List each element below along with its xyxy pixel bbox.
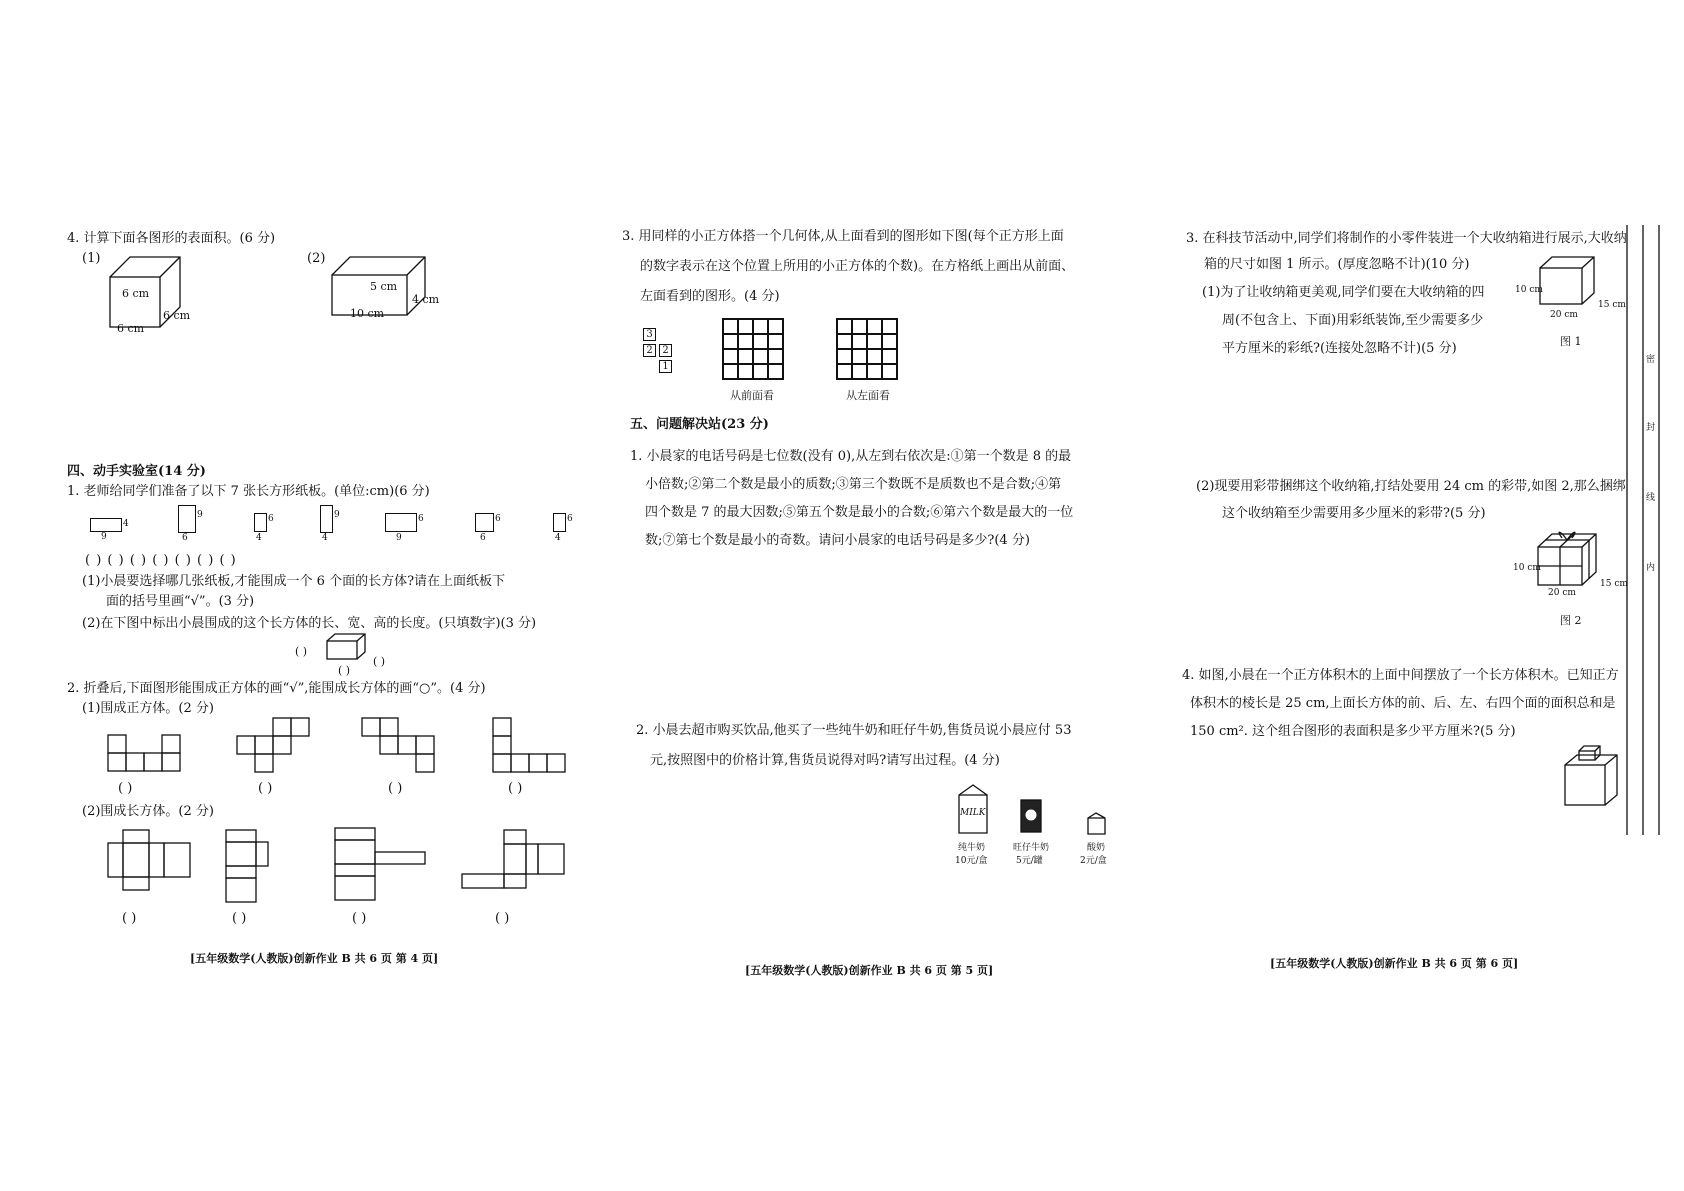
wangzai-can-icon: [1019, 798, 1045, 834]
card-5: [385, 513, 417, 532]
drink3-price: 2元/盒: [1080, 856, 1107, 866]
front-view-label: 从前面看: [730, 389, 774, 402]
small-cuboid-figure: [325, 633, 370, 663]
card-5-h: 6: [418, 514, 424, 524]
p6-q3-2b: 这个收纳箱至少需要用多少厘米的彩带?(5 分): [1222, 506, 1486, 521]
card-7-h: 6: [567, 514, 573, 524]
p4-section-title: 四、动手实验室(14 分): [67, 464, 206, 479]
top-view-cell-1: 3: [643, 328, 656, 341]
cube-net-2: [237, 718, 317, 778]
p6-q4-b: 体积木的棱长是 25 cm,上面长方体的前、后、左、右四个面的面积总和是: [1190, 696, 1616, 711]
drink1-name: 纯牛奶: [958, 843, 986, 853]
cube-with-block-figure: [1565, 745, 1625, 815]
cube-depth-label: 6 cm: [163, 309, 191, 322]
milk-carton-label: MILK: [960, 808, 986, 818]
p5-footer: [五年级数学(人教版)创新作业 B 共 6 页 第 5 页]: [745, 964, 994, 977]
p5-q3-c: 左面看到的图形。(4 分): [640, 289, 780, 304]
left-view-label: 从左面看: [846, 389, 890, 402]
fig1-label: 图 1: [1560, 335, 1582, 348]
p6-q3-b: 箱的尺寸如图 1 所示。(厚度忽略不计)(10 分): [1204, 257, 1470, 272]
p4-s4-q1: 1. 老师给同学们准备了以下 7 张长方形纸板。(单位:cm)(6 分): [67, 484, 430, 499]
cube-net-3-paren[interactable]: ( ): [388, 781, 403, 796]
cuboid-net-1: [108, 830, 188, 905]
yogurt-box-icon: [1085, 812, 1109, 836]
p4-s4-q1-1a: (1)小晨要选择哪几张纸板,才能围成一个 6 个面的长方体?请在上面纸板下: [82, 574, 506, 589]
p5-q1-b: 小倍数;②第二个数是最小的质数;③第三个数既不是质数也不是合数;④第: [645, 477, 1062, 492]
cube-net-1-paren[interactable]: ( ): [118, 781, 133, 796]
p6-q3-a: 3. 在科技节活动中,同学们将制作的小零件装进一个大收纳箱进行展示,大收纳: [1186, 231, 1627, 246]
cuboid-width-label: 4 cm: [412, 293, 440, 306]
p4-q4-1-label: (1): [82, 251, 101, 266]
card-6-h: 6: [495, 514, 501, 524]
front-view-grid[interactable]: [722, 318, 784, 380]
p6-footer: [五年级数学(人教版)创新作业 B 共 6 页 第 6 页]: [1270, 957, 1519, 970]
p4-q4-2-label: (2): [307, 251, 326, 266]
cuboid-net-3: [335, 828, 445, 903]
card-3-h: 6: [268, 514, 274, 524]
card-3-w: 4: [256, 533, 262, 543]
fig2-width: 15 cm: [1600, 579, 1628, 589]
card-2-w: 6: [182, 533, 188, 543]
p5-section-title: 五、问题解决站(23 分): [630, 417, 769, 432]
card-4-h: 9: [334, 510, 340, 520]
cube-net-4-paren[interactable]: ( ): [508, 781, 523, 796]
p4-s4-q2-2: (2)围成长方体。(2 分): [82, 804, 214, 819]
cube-net-2-paren[interactable]: ( ): [258, 781, 273, 796]
p4-s4-q2: 2. 折叠后,下面图形能围成正方体的画“√”,能围成长方体的画“○”。(4 分): [67, 681, 486, 696]
fig1-width: 15 cm: [1598, 300, 1626, 310]
card-7: [553, 513, 566, 532]
card-4: [320, 505, 333, 533]
drink1-price: 10元/盒: [955, 856, 988, 866]
p6-q3-2a: (2)现要用彩带捆绑这个收纳箱,打结处要用 24 cm 的彩带,如图 2,那么捆绑: [1196, 479, 1626, 494]
p5-q3-a: 3. 用同样的小正方体搭一个几何体,从上面看到的图形如下图(每个正方形上面: [622, 229, 1064, 244]
p4-q4-title: 4. 计算下面各图形的表面积。(6 分): [67, 231, 276, 246]
card-6-w: 6: [480, 533, 486, 543]
cube-net-3: [362, 718, 442, 778]
cuboid-net-2-paren[interactable]: ( ): [232, 911, 247, 926]
p6-q4-a: 4. 如图,小晨在一个正方体积木的上面中间摆放了一个长方体积木。已知正方: [1182, 668, 1619, 683]
p6-q4-c: 150 cm². 这个组合图形的表面积是多少平方厘米?(5 分): [1190, 724, 1516, 739]
p5-q1-c: 四个数是 7 的最大因数;⑤第五个数是最小的合数;⑥第六个数是最大的一位: [645, 505, 1074, 520]
card-1-h: 4: [123, 519, 129, 529]
left-view-grid[interactable]: [836, 318, 898, 380]
card-2-h: 9: [197, 510, 203, 520]
cuboid-net-2: [226, 830, 306, 905]
margin-char-3: 线: [1646, 493, 1656, 503]
drink3-name: 酸奶: [1087, 843, 1106, 853]
margin-char-4: 内: [1646, 563, 1656, 573]
p5-q2-b: 元,按照图中的价格计算,售货员说得对吗?请写出过程。(4 分): [650, 753, 1000, 768]
cube-height-label: 6 cm: [122, 287, 150, 300]
card-3: [254, 513, 267, 532]
p4-s4-q1-2: (2)在下图中标出小晨围成的这个长方体的长、宽、高的长度。(只填数字)(3 分): [82, 616, 537, 631]
card-4-w: 4: [322, 533, 328, 543]
cube-width-label: 6 cm: [117, 322, 145, 335]
card-1-w: 9: [101, 532, 107, 542]
p6-q3-1c: 平方厘米的彩纸?(连接处忽略不计)(5 分): [1222, 341, 1457, 356]
fig2-length: 20 cm: [1548, 588, 1576, 598]
length-answer-paren[interactable]: ( ): [338, 664, 351, 677]
card-7-w: 4: [555, 533, 561, 543]
p4-footer: [五年级数学(人教版)创新作业 B 共 6 页 第 4 页]: [190, 952, 439, 965]
cuboid-length-label: 10 cm: [350, 307, 385, 320]
card-6: [475, 513, 494, 532]
cuboid-net-3-paren[interactable]: ( ): [352, 911, 367, 926]
ribbon-box-fig2: [1538, 530, 1608, 592]
cuboid-net-4: [462, 830, 582, 905]
drink2-name: 旺仔牛奶: [1013, 843, 1050, 853]
top-view-cell-3: 2: [659, 344, 672, 357]
cube-net-4: [493, 718, 573, 778]
margin-char-2: 封: [1646, 423, 1656, 433]
p5-q3-b: 的数字表示在这个位置上所用的小正方体的个数)。在方格纸上画出从前面、: [640, 259, 1075, 274]
storage-box-fig1: [1540, 256, 1600, 311]
card-5-w: 9: [396, 533, 402, 543]
top-view-cell-2: 2: [643, 344, 656, 357]
card-answer-parens[interactable]: ( ) ( ) ( ) ( ) ( ) ( ) ( ): [85, 553, 237, 568]
fig1-height: 10 cm: [1515, 285, 1543, 295]
margin-char-1: 密: [1646, 355, 1656, 365]
binding-margin-lines: [1625, 225, 1665, 845]
cuboid-height-label: 5 cm: [370, 280, 398, 293]
height-answer-paren[interactable]: ( ): [295, 645, 308, 658]
p5-q1-a: 1. 小晨家的电话号码是七位数(没有 0),从左到右依次是:①第一个数是 8 的最: [630, 449, 1072, 464]
card-1: [90, 518, 122, 532]
width-answer-paren[interactable]: ( ): [373, 655, 386, 668]
cuboid-net-1-paren[interactable]: ( ): [122, 911, 137, 926]
drink2-price: 5元/罐: [1016, 856, 1043, 866]
fig2-height: 10 cm: [1513, 563, 1541, 573]
p6-q3-1b: 周(不包含上、下面)用彩纸装饰,至少需要多少: [1222, 313, 1484, 328]
p4-s4-q2-1: (1)围成正方体。(2 分): [82, 701, 214, 716]
fig1-length: 20 cm: [1550, 310, 1578, 320]
cube-net-1: [108, 735, 188, 775]
p5-q2-a: 2. 小晨去超市购买饮品,他买了一些纯牛奶和旺仔牛奶,售货员说小晨应付 53: [636, 723, 1072, 738]
top-view-cell-4: 1: [659, 360, 672, 373]
fig2-label: 图 2: [1560, 614, 1582, 627]
p4-s4-q1-1b: 面的括号里画“√”。(3 分): [106, 594, 255, 609]
card-2: [178, 505, 196, 533]
p5-q1-d: 数;⑦第七个数是最小的奇数。请问小晨家的电话号码是多少?(4 分): [645, 533, 1030, 548]
cuboid-net-4-paren[interactable]: ( ): [495, 911, 510, 926]
p6-q3-1a: (1)为了让收纳箱更美观,同学们要在大收纳箱的四: [1202, 285, 1485, 300]
